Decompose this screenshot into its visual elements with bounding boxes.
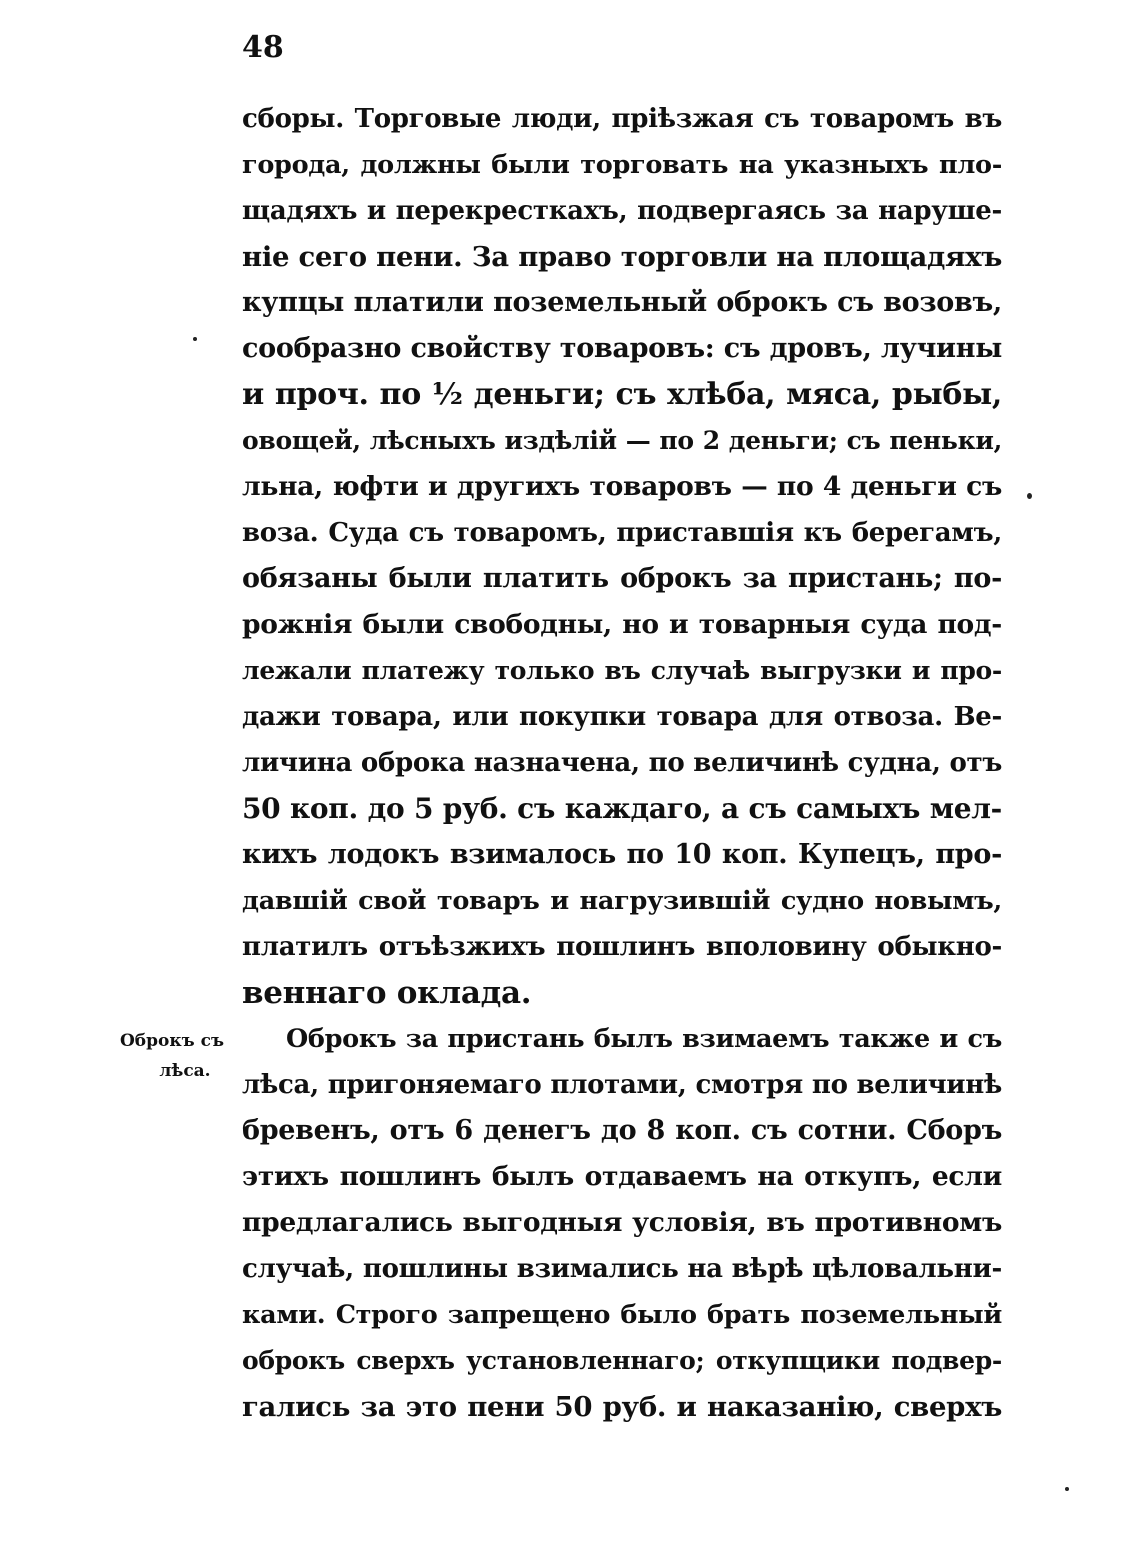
scan-speck [193,337,197,341]
text-line: веннаго оклада. [242,975,532,1011]
text-line: Оброкъ за пристань былъ взимаемъ также и съ [286,1024,1002,1054]
paragraph-1 [242,96,1002,1016]
text-line: предлагались выгодныя условія, въ противномъ [242,1207,1002,1238]
text-line: 50 коп. до 5 руб. съ каждаго, а съ самыхъ мел- [242,792,1002,825]
text-line: ками. Строго запрещено было брать поземельный [242,1300,1002,1330]
text-line: этихъ пошлинъ былъ отдаваемъ на откупъ, если [242,1161,1002,1192]
text-line: города, должны были торговать на указныхъ пло- [242,150,1002,180]
margin-note-line-2: лѣса. [159,1061,211,1081]
text-line: гались за это пени 50 руб. и наказанію, сверхъ [242,1391,1002,1423]
body-text [242,96,1002,1430]
text-line: обязаны были платить оброкъ за пристань; по- [242,563,1002,594]
text-line: сборы. Торговые люди, пріѣзжая съ товаромъ въ [242,104,1002,134]
text-line: давшій свой товаръ и нагрузившій судно новымъ, [242,886,1002,916]
margin-note [112,1026,232,1086]
text-line: кихъ лодокъ взималось по 10 коп. Купецъ, про- [242,839,1002,870]
text-line: воза. Суда съ товаромъ, приставшія къ берегамъ, [242,518,1002,548]
page-number: 48 [242,30,284,65]
text-line: лѣса, пригоняемаго плотами, смотря по величинѣ [242,1070,1002,1100]
scan-speck [1065,1487,1069,1491]
text-line: щадяхъ и перекресткахъ, подвергаясь за наруше- [242,196,1002,226]
text-line: личина оброка назначена, по величинѣ судна, отъ [242,748,1002,778]
text-line: рожнія были свободны, но и товарныя суда под- [242,609,1002,640]
text-line: и проч. по ½ деньги; съ хлѣба, мяса, рыбы, [242,377,1002,412]
text-line: сообразно свойству товаровъ: съ дровъ, лучины [242,333,1002,364]
text-line: бревенъ, отъ 6 денегъ до 8 коп. съ сотни. Сборъ [242,1115,1002,1146]
text-line: случаѣ, пошлины взимались на вѣрѣ цѣловальни- [242,1254,1002,1284]
text-line: платилъ отъѣзжихъ пошлинъ вполовину обыкно- [242,932,1002,962]
text-line: дажи товара, или покупки товара для отвоза. Ве- [242,702,1002,732]
text-line: овощей, лѣсныхъ издѣлій — по 2 деньги; съ пеньки, [242,426,1002,455]
text-line: ніе сего пени. За право торговли на площадяхъ [242,241,1002,273]
text-line: льна, юфти и другихъ товаровъ — по 4 деньги съ [242,471,1002,502]
scan-speck [1027,493,1032,499]
paragraph-2 [242,1016,1002,1430]
margin-note-line-1: Оброкъ съ [119,1031,224,1051]
text-line: лежали платежу только въ случаѣ выгрузки и про- [242,656,1002,685]
text-line: купцы платили поземельный оброкъ съ возовъ, [242,287,1002,318]
text-line: оброкъ сверхъ установленнаго; откупщики подвер- [242,1346,1002,1375]
